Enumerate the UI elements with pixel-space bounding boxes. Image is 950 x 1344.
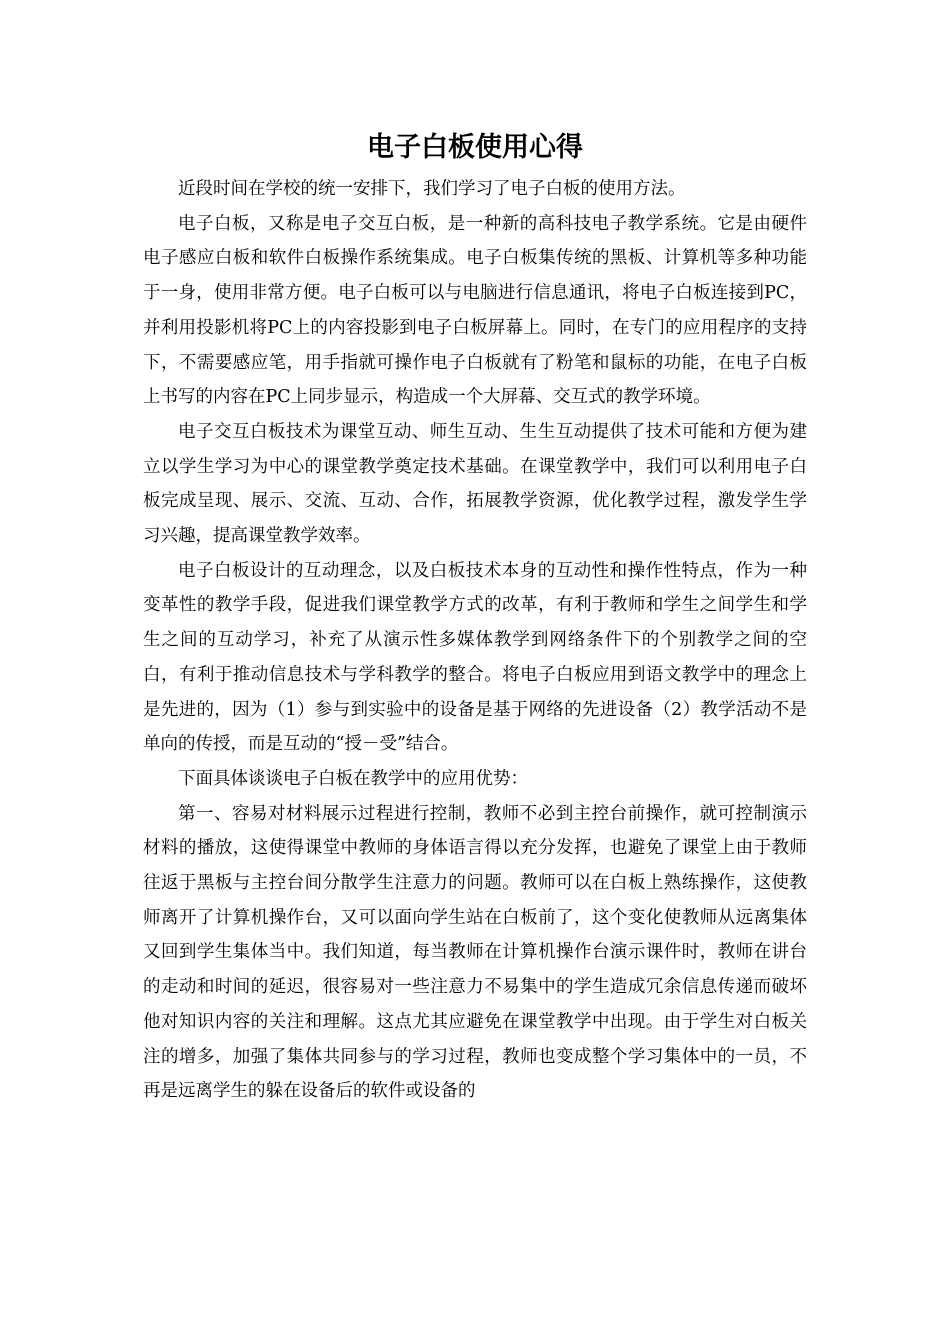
paragraph-interaction-technology: 电子交互白板技术为课堂互动、师生互动、生生互动提供了技术可能和方便为建立以学生学习为中心的课堂教学奠定技术基础。在课堂教学中，我们可以利用电子白板完成呈现、展示、交流、互动、合作，拓展教学资源，优化教学过程，激发学生学习兴趣，提高课堂教学效率。 [143, 421, 807, 547]
paragraph-advantages-heading: 下面具体谈谈电子白板在教学中的应用优势： [178, 768, 528, 789]
paragraph-advantage-first: 第一、容易对材料展示过程进行控制，教师不必到主控台前操作，就可控制演示材料的播放，这使得课堂中教师的身体语言得以充分发挥，也避免了课堂上由于教师往返于黑板与主控台间分散学生注意力的问题。教师可以在白板上熟练操作，这使教师离开了计算机操作台，又可以面向学生站在白板前了，这个变化使教师从远离集体又回到学生集体当中。我们知道，每当教师在计算机操作台演示课件时，教师在讲台的走动和时间的延迟，很容易对一些注意力不易集中的学生造成冗余信息传递而破坏他对知识内容的关注和理解。这点尤其应避免在课堂教学中出现。由于学生对白板关注的增多，加强了集体共同参与的学习过程，教师也变成整个学习集体中的一员，不再是远离学生的躲在设备后的软件或设备的 [143, 803, 807, 1102]
paragraph-definition: 电子白板，又称是电子交互白板，是一种新的高科技电子教学系统。它是由硬件电子感应白板和软件白板操作系统集成。电子白板集传统的黑板、计算机等多种功能于一身，使用非常方便。电子白板可以与电脑进行信息通讯，将电子白板连接到PC，并利用投影机将PC上的内容投影到电子白板屏幕上。同时，在专门的应用程序的支持下，不需要感应笔，用手指就可操作电子白板就有了粉笔和鼠标的功能，在电子白板上书写的内容在PC上同步显示，构造成一个大屏幕、交互式的教学环境。 [143, 213, 807, 408]
document-body [143, 172, 807, 1109]
paragraph-intro: 近段时间在学校的统一安排下，我们学习了电子白板的使用方法。 [178, 179, 686, 199]
document-title: 电子白板使用心得 [367, 132, 583, 163]
paragraph-design-concept: 电子白板设计的互动理念，以及白板技术本身的互动性和操作性特点，作为一种变革性的教学手段，促进我们课堂教学方式的改革，有利于教师和学生之间学生和学生之间的互动学习，补充了从演示性多媒体教学到网络条件下的个别教学之间的空白，有利于推动信息技术与学科教学的整合。将电子白板应用到语文教学中的理念上是先进的，因为（1）参与到实验中的设备是基于网络的先进设备（2）教学活动不是单向的传授，而是互动的“授－受”结合。 [143, 560, 807, 755]
